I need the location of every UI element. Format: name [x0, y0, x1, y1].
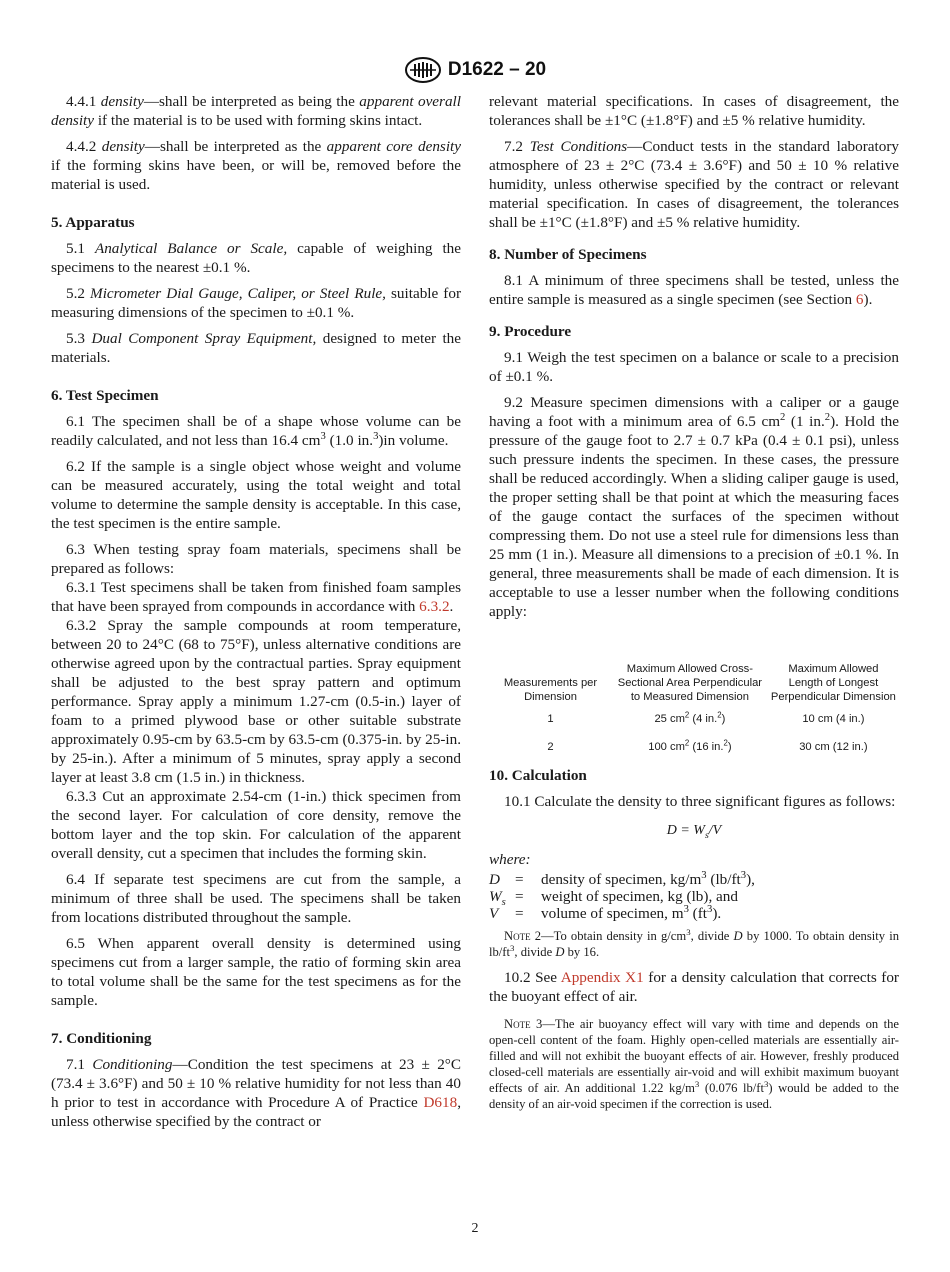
para-6-3-2: 6.3.2 Spray the sample compounds at room temperature, between 20 to 24°C (68 to 75°F), unless alternative conditions are otherwise agreed upon by the contractual parties. Spray equipment shall be adjusted to the best spray pattern and optimum performance. Spray apply a minimum 1.27-cm (0.5-in.) layer of foam to a primed plywood base or other suitable substrate approximately 0.95-cm by 63.5-cm by 63.5-cm (0.375-in. by 25-in. by 25-in.). After a minimum of 5 minutes, spray apply a second layer at least 3.8 cm (1.5 in.) in thickness. — [51, 617, 461, 786]
link-appendix-x1[interactable]: Appendix X1 — [560, 969, 644, 986]
section-9-heading: 9. Procedure — [489, 323, 572, 340]
section-7-heading: 7. Conditioning — [51, 1030, 152, 1047]
para-6-3: 6.3 When testing spray foam materials, specimens shall be prepared as follows: — [51, 541, 461, 577]
table-header-length: Maximum Allowed Length of Longest Perpendicular Dimension — [770, 663, 896, 703]
definition-row: D = density of specimen, $kg/m^3$ $(lb/ft^3)$, — [489, 869, 755, 888]
where-label: where: — [489, 851, 531, 868]
definition-row: $W_s$ = weight of specimen, kg (lb), and — [489, 888, 738, 909]
para-6-5: 6.5 When apparent overall density is determined using specimens cut from a larger sample, the ratio of forming skin area to total volume shall be the same for the test specimens as for the sample. — [51, 935, 461, 1009]
para-6-1: 6.1 The specimen shall be of a shape whose volume can be readily calculated, and not less than 16.4 $cm^3$ (1.0 in.$^3$)in volume. — [51, 413, 461, 449]
para-6-2: 6.2 If the sample is a single object whose weight and volume can be measured accurately, using the total weight and total volume to determine the sample density is acceptable. In this case, the test specimen is the entire sample. — [51, 458, 461, 532]
section-5-heading: 5. Apparatus — [51, 214, 135, 231]
right-column — [489, 92, 899, 1120]
measurement-conditions-table — [489, 662, 899, 762]
section-10-heading: 10. Calculation — [489, 767, 587, 784]
para-7-1-continued: relevant material specifications. In cases of disagreement, the tolerances shall be ±1°C (±1.8°F) and ±5 % relative humidity. — [489, 93, 899, 129]
para-10-1: 10.1 Calculate the density to three significant figures as follows: — [504, 793, 896, 810]
section-8-heading: 8. Number of Specimens — [489, 246, 647, 263]
para-9-2: 9.2 Measure specimen dimensions with a caliper or a gauge having a foot with a minimum area of 6.5 $cm^2$ (1 in.$^2$). Hold the pressure of the gauge foot to 2.7 ± 0.7 kPa (0.4 ± 0.1 psi), unless such pressure indents the specimen. In these cases, the pressure shall be reduced accordingly. When a sliding caliper gauge is used, the proper setting shall be that point at which the measuring faces of the gauge contact the surfaces of the specimen without compressing them. Do not use a steel rule for dimensions less than 25 mm (1 in.). Measure all dimensions to a precision of ±0.1 %. In general, three measurements shall be made of each dimension. It is acceptable to use a lesser number when the following conditions apply: — [489, 394, 899, 620]
para-6-3-3: 6.3.3 Cut an approximate 2.54-cm (1-in.) thick specimen from the second layer. For calculation of core density, remove the bottom layer and the top skin. For calculation of the apparent overall density, cut a specimen that includes the forming skin. — [51, 788, 461, 862]
link-d618[interactable]: D618 — [423, 1094, 458, 1111]
link-section-6[interactable]: 6 — [855, 291, 864, 308]
table-row: 1 25 $cm^2$ (4 in.$^2$) 10 cm (4 in.) — [547, 710, 865, 725]
table-row: 2 100 $cm^2$ (16 in.$^2$) 30 cm (12 in.) — [547, 738, 868, 753]
density-formula: $D = W_s/V$ — [666, 823, 722, 841]
para-4-4-1: 4.4.1 density—shall be interpreted as being the apparent overall density if the material is to be used with forming skins intact. — [51, 93, 461, 129]
table-header-area: Maximum Allowed Cross-Sectional Area Perpendicular to Measured Dimension — [617, 663, 763, 703]
table-header-measurements: Measurements per Dimension — [503, 677, 598, 703]
page-header — [0, 56, 950, 84]
para-5-1: 5.1 Analytical Balance or Scale, capable of weighing the specimens to the nearest ±0.1 %. — [51, 240, 462, 276]
variable-definitions — [489, 871, 899, 922]
para-7-1: 7.1 Conditioning—Condition the test specimens at 23 ± 2°C (73.4 ± 3.6°F) and 50 ± 10 % relative humidity for not less than 40 h prior to test in accordance with Procedure A of Practice D618, unless otherwise specified by the contract or — [51, 1056, 461, 1130]
para-4-4-2: 4.4.2 density—shall be interpreted as the apparent core density if the forming skins have been, or will be, removed before the material is used. — [51, 138, 462, 193]
note-3: Note 3—The air buoyancy effect will vary with time and depends on the open-cell content of the foam. Highly open-celled materials are essentially air-filled and will not exhibit the buoyant effects of air. However, freshly produced closed-cell materials are essentially air-void and will exhibit maximum buoyant effects of air. An additional 1.22 $kg/m^3$ (0.076 $lb/ft^3$) would be added to the density of an air-void specimen if the correction is used. — [489, 1017, 899, 1111]
para-10-2: 10.2 See Appendix X1 for a density calculation that corrects for the buoyant effect of air. — [489, 969, 899, 1005]
note-2: Note 2—To obtain density in $g/cm^3$, divide D by 1000. To obtain density in $lb/ft^3$, divide D by 16. — [489, 926, 899, 959]
section-6-heading: 6. Test Specimen — [51, 387, 159, 404]
para-7-2: 7.2 Test Conditions—Conduct tests in the standard laboratory atmosphere of 23 ± 2°C (73.4 ± 3.6°F) and 50 ± 10 % relative humidity, unless otherwise specified by the contract or relevant material specification. In cases of disagreement, the tolerances shall be ±1°C (±1.8°F) and ±5 % relative humidity. — [489, 138, 900, 231]
para-5-3: 5.3 Dual Component Spray Equipment, designed to meter the materials. — [51, 330, 462, 366]
left-column — [51, 92, 461, 1138]
para-6-4: 6.4 If separate test specimens are cut from the sample, a minimum of three shall be used. The specimens shall be taken from locations distributed throughout the sample. — [51, 871, 461, 926]
astm-logo-icon — [404, 56, 442, 84]
para-9-1: 9.1 Weigh the test specimen on a balance or scale to a precision of ±0.1 %. — [489, 349, 899, 385]
page-number: 2 — [471, 1221, 479, 1236]
table-header-row — [489, 662, 899, 706]
link-6-3-2[interactable]: 6.3.2 — [419, 598, 450, 615]
para-8-1: 8.1 A minimum of three specimens shall be tested, unless the entire sample is measured as a single specimen (see Section 6). — [489, 272, 899, 308]
standard-code: D1622 – 20 — [447, 59, 547, 80]
para-6-3-1: 6.3.1 Test specimens shall be taken from finished foam samples that have been sprayed from compounds in accordance with 6.3.2. — [51, 579, 461, 615]
para-5-2: 5.2 Micrometer Dial Gauge, Caliper, or Steel Rule, suitable for measuring dimensions of the specimen to ±0.1 %. — [51, 285, 462, 321]
definition-row: V = volume of specimen, $m^3$ $(ft^3)$. — [489, 903, 722, 922]
